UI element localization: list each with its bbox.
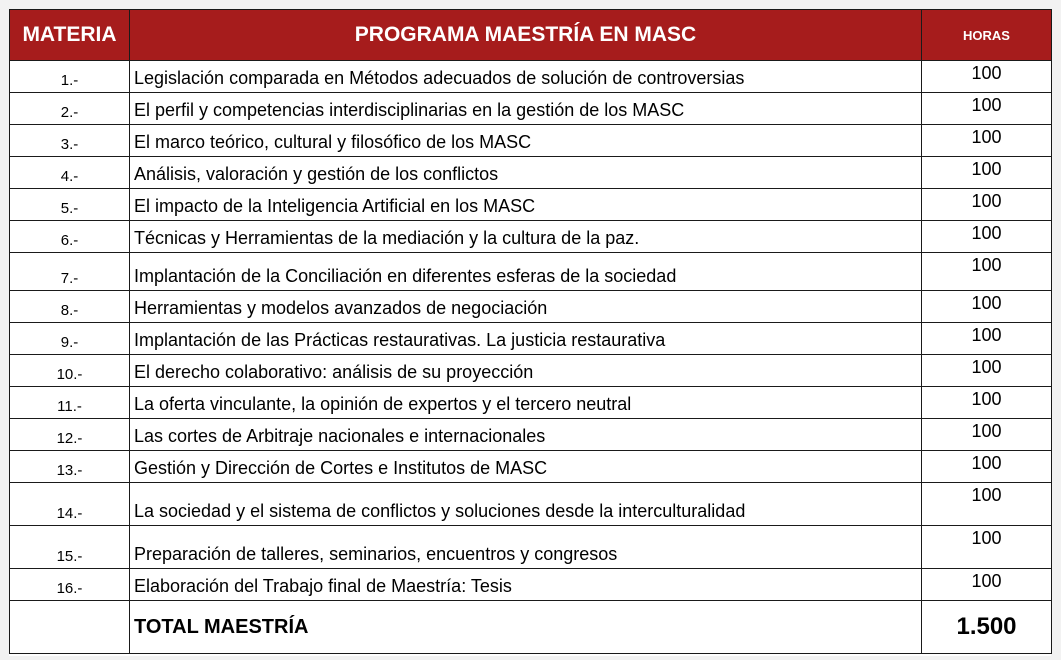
table-row <box>10 221 1052 253</box>
row-number: 3.- <box>10 125 130 157</box>
table-row <box>10 125 1052 157</box>
row-subject: Implantación de las Prácticas restaurativas. La justicia restaurativa <box>130 323 922 355</box>
table-row <box>10 291 1052 323</box>
table-row <box>10 355 1052 387</box>
table-header-row <box>10 10 1052 61</box>
row-number: 16.- <box>10 569 130 601</box>
header-programa: PROGRAMA MAESTRÍA EN MASC <box>130 10 922 61</box>
row-number: 14.- <box>10 483 130 526</box>
row-hours: 100 <box>922 323 1052 355</box>
row-hours: 100 <box>922 451 1052 483</box>
row-subject: Elaboración del Trabajo final de Maestría: Tesis <box>130 569 922 601</box>
table-row <box>10 451 1052 483</box>
table-row <box>10 323 1052 355</box>
row-number: 6.- <box>10 221 130 253</box>
row-hours: 100 <box>922 483 1052 526</box>
table-row <box>10 569 1052 601</box>
row-hours: 100 <box>922 526 1052 569</box>
program-table <box>9 9 1052 654</box>
table-row <box>10 419 1052 451</box>
row-hours: 100 <box>922 125 1052 157</box>
row-hours: 100 <box>922 157 1052 189</box>
row-number: 4.- <box>10 157 130 189</box>
header-materia: MATERIA <box>10 10 130 61</box>
row-number: 15.- <box>10 526 130 569</box>
row-subject: Análisis, valoración y gestión de los conflictos <box>130 157 922 189</box>
row-subject: Herramientas y modelos avanzados de negociación <box>130 291 922 323</box>
total-label: TOTAL MAESTRÍA <box>130 601 922 654</box>
program-table-container <box>9 9 1051 656</box>
table-row <box>10 157 1052 189</box>
row-subject: Implantación de la Conciliación en diferentes esferas de la sociedad <box>130 253 922 291</box>
row-subject: Técnicas y Herramientas de la mediación y la cultura de la paz. <box>130 221 922 253</box>
table-row <box>10 61 1052 93</box>
row-number: 2.- <box>10 93 130 125</box>
row-subject: El impacto de la Inteligencia Artificial en los MASC <box>130 189 922 221</box>
total-empty-cell <box>10 601 130 654</box>
row-number: 11.- <box>10 387 130 419</box>
table-row <box>10 387 1052 419</box>
row-subject: Las cortes de Arbitraje nacionales e internacionales <box>130 419 922 451</box>
row-hours: 100 <box>922 189 1052 221</box>
row-hours: 100 <box>922 355 1052 387</box>
row-subject: Legislación comparada en Métodos adecuados de solución de controversias <box>130 61 922 93</box>
row-subject: La sociedad y el sistema de conflictos y soluciones desde la interculturalidad <box>130 483 922 526</box>
table-row <box>10 526 1052 569</box>
header-horas: HORAS <box>922 10 1052 61</box>
row-subject: El perfil y competencias interdisciplinarias en la gestión de los MASC <box>130 93 922 125</box>
table-row <box>10 189 1052 221</box>
row-subject: El derecho colaborativo: análisis de su proyección <box>130 355 922 387</box>
row-number: 13.- <box>10 451 130 483</box>
row-hours: 100 <box>922 253 1052 291</box>
row-subject: Gestión y Dirección de Cortes e Institutos de MASC <box>130 451 922 483</box>
table-row <box>10 253 1052 291</box>
row-number: 5.- <box>10 189 130 221</box>
row-number: 12.- <box>10 419 130 451</box>
row-hours: 100 <box>922 61 1052 93</box>
row-number: 8.- <box>10 291 130 323</box>
row-subject: Preparación de talleres, seminarios, encuentros y congresos <box>130 526 922 569</box>
row-subject: El marco teórico, cultural y filosófico de los MASC <box>130 125 922 157</box>
row-hours: 100 <box>922 221 1052 253</box>
row-hours: 100 <box>922 569 1052 601</box>
total-value: 1.500 <box>922 601 1052 654</box>
row-number: 7.- <box>10 253 130 291</box>
row-number: 10.- <box>10 355 130 387</box>
row-number: 9.- <box>10 323 130 355</box>
total-row <box>10 601 1052 654</box>
row-subject: La oferta vinculante, la opinión de expertos y el tercero neutral <box>130 387 922 419</box>
row-hours: 100 <box>922 93 1052 125</box>
table-row <box>10 93 1052 125</box>
row-hours: 100 <box>922 291 1052 323</box>
row-hours: 100 <box>922 387 1052 419</box>
table-row <box>10 483 1052 526</box>
row-hours: 100 <box>922 419 1052 451</box>
row-number: 1.- <box>10 61 130 93</box>
